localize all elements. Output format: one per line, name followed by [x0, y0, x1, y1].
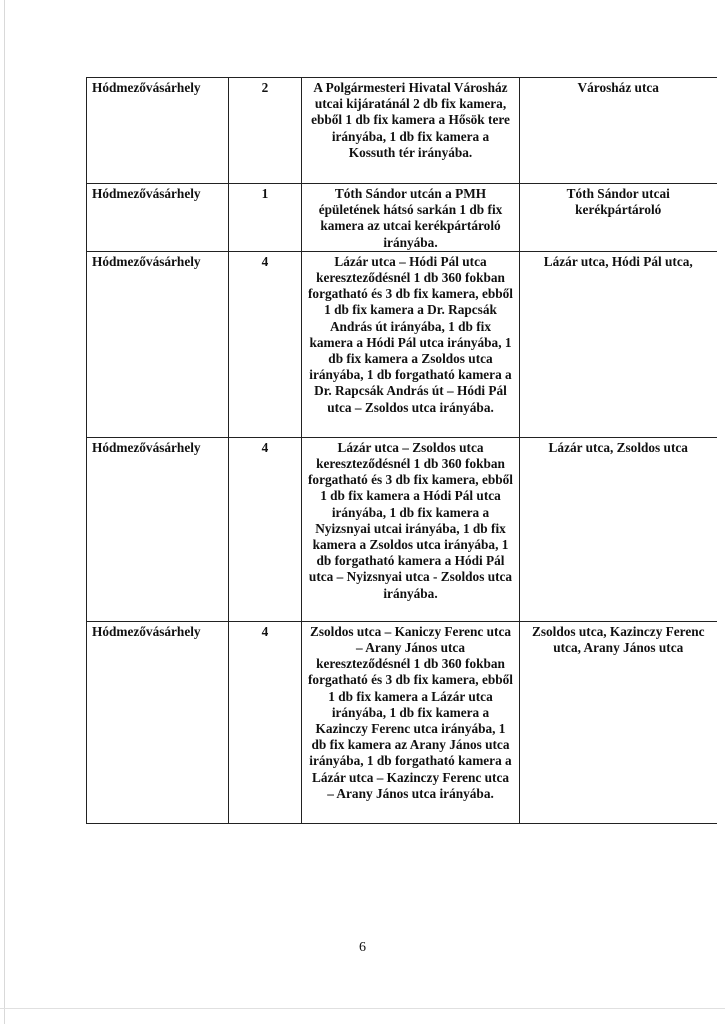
street-cell: Lázár utca, Zsoldos utca — [520, 437, 717, 621]
table-row — [87, 184, 717, 252]
camera-count-cell: 4 — [229, 251, 302, 437]
city-cell: Hódmezővásárhely — [87, 437, 229, 621]
table-row — [87, 621, 717, 823]
table-row — [87, 437, 717, 621]
scan-edge-left — [4, 0, 5, 1024]
camera-locations-table — [86, 77, 717, 824]
description-cell: Zsoldos utca – Kaniczy Ferenc utca – Arany János utca kereszteződésnél 1 db 360 fokban forgatható és 3 db fix kamera, ebből 1 db fix kamera a Lázár utca irányába, 1 db fix kamera a Kazinczy Ferenc utca irányába, 1 db fix kamera az Arany János utca irányába, 1 db forgatható kamera a Lázár utca – Kazinczy Ferenc utca – Arany János utca irányába. — [302, 621, 520, 823]
street-cell: Zsoldos utca, Kazinczy Ferenc utca, Arany János utca — [520, 621, 717, 823]
table-row — [87, 251, 717, 437]
street-cell: Tóth Sándor utcai kerékpártároló — [520, 184, 717, 252]
table-row — [87, 78, 717, 184]
city-cell: Hódmezővásárhely — [87, 78, 229, 184]
description-cell: Lázár utca – Hódi Pál utca kereszteződésnél 1 db 360 fokban forgatható és 3 db fix kamera, ebből 1 db fix kamera a Dr. Rapcsák András út irányába, 1 db fix kamera a Hódi Pál utca irányába, 1 db fix kamera a Zsoldos utca irányába, 1 db forgatható kamera a Dr. Rapcsák András út – Hódi Pál utca – Zsoldos utca irányába. — [302, 251, 520, 437]
camera-count-cell: 4 — [229, 621, 302, 823]
city-cell: Hódmezővásárhely — [87, 621, 229, 823]
camera-count-cell: 1 — [229, 184, 302, 252]
description-cell: Tóth Sándor utcán a PMH épületének hátsó sarkán 1 db fix kamera az utcai kerékpártároló irányába. — [302, 184, 520, 252]
description-cell: Lázár utca – Zsoldos utca kereszteződésnél 1 db 360 fokban forgatható és 3 db fix kamera, ebből 1 db fix kamera a Hódi Pál utca irányába, 1 db fix kamera a Nyizsnyai utcai irányába, 1 db fix kamera a Zsoldos utca irányába, 1 db forgatható kamera a Hódi Pál utca – Nyizsnyai utca - Zsoldos utca irányába. — [302, 437, 520, 621]
description-cell: A Polgármesteri Hivatal Városház utcai kijáratánál 2 db fix kamera, ebből 1 db fix kamera a Hősök tere irányába, 1 db fix kamera a Kossuth tér irányába. — [302, 78, 520, 184]
page-number: 6 — [359, 940, 366, 955]
camera-count-cell: 4 — [229, 437, 302, 621]
scan-edge-bottom — [0, 1008, 725, 1009]
city-cell: Hódmezővásárhely — [87, 251, 229, 437]
city-cell: Hódmezővásárhely — [87, 184, 229, 252]
street-cell: Városház utca — [520, 78, 717, 184]
street-cell: Lázár utca, Hódi Pál utca, — [520, 251, 717, 437]
camera-count-cell: 2 — [229, 78, 302, 184]
